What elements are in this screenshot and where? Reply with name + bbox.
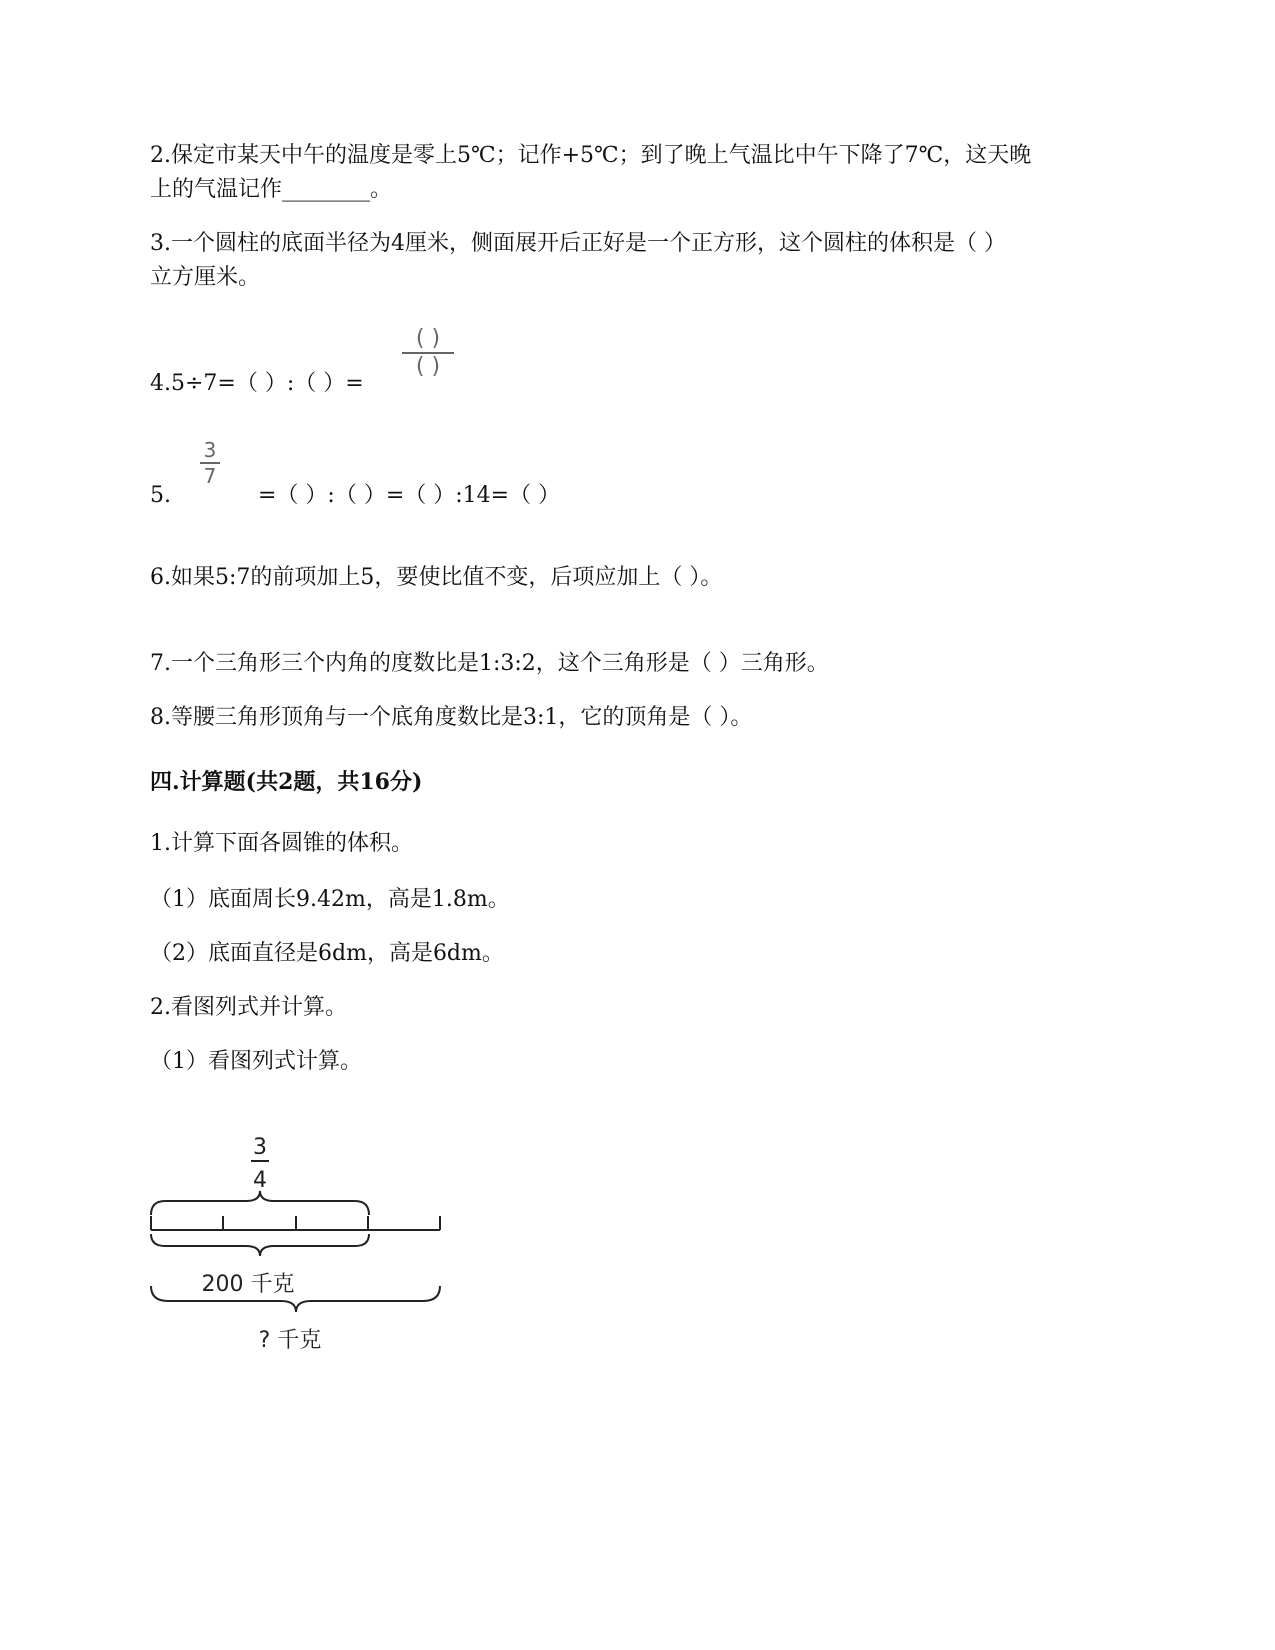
q5-fraction (200, 440, 220, 486)
q5-fraction-numerator: 3 (203, 438, 217, 462)
q3-line1: 3.一个圆柱的底面半径为4厘米，侧面展开后正好是一个正方形，这个圆柱的体积是（ ） (150, 231, 1006, 256)
q4-text: 4.5÷7=（ ）:（ ）= (150, 371, 364, 396)
q4-fraction-numerator: ( ) (415, 326, 441, 351)
section4-p1-sub1: （1）底面周长9.42m，高是1.8m。 (150, 887, 510, 912)
q2-line2: 上的气温记作________。 (150, 177, 393, 202)
top-brace (151, 1191, 369, 1215)
bottom-brace (151, 1286, 440, 1312)
diagram-fraction-numerator: 3 (253, 1135, 267, 1160)
middle-brace (151, 1234, 369, 1256)
q5-label: 5. (150, 483, 171, 508)
section4-p2-sub1: （1）看图列式计算。 (150, 1049, 362, 1074)
q3-line2: 立方厘米。 (150, 265, 261, 290)
q6: 6.如果5:7的前项加上5，要使比值不变，后项应加上（ ）。 (150, 565, 723, 590)
q2-line1: 2.保定市某天中午的温度是零上5℃；记作+5℃；到了晚上气温比中午下降了7℃，这天晚 (150, 143, 1032, 168)
section4-p1-sub2: （2）底面直径是6dm，高是6dm。 (150, 941, 504, 966)
middle-brace-label: 200 千克 (201, 1272, 295, 1297)
q5-fraction-denominator: 7 (203, 464, 217, 488)
q5-text: =（ ）:（ ）=（ ）:14=（ ） (258, 483, 561, 508)
section4-p1: 1.计算下面各圆锥的体积。 (150, 831, 413, 856)
q4-fraction-denominator: ( ) (415, 354, 441, 379)
q7: 7.一个三角形三个内角的度数比是1:3:2，这个三角形是（ ）三角形。 (150, 651, 829, 676)
section4-p2: 2.看图列式并计算。 (150, 995, 347, 1020)
diagram-fraction-denominator: 4 (253, 1168, 267, 1193)
bottom-brace-label: ? 千克 (258, 1328, 322, 1353)
section4-heading: 四.计算题(共2题，共16分) (150, 769, 423, 795)
q8: 8.等腰三角形顶角与一个底角度数比是3:1，它的顶角是（ ）。 (150, 705, 753, 730)
bar-model-diagram (140, 1125, 460, 1375)
q4-fraction (402, 328, 454, 378)
